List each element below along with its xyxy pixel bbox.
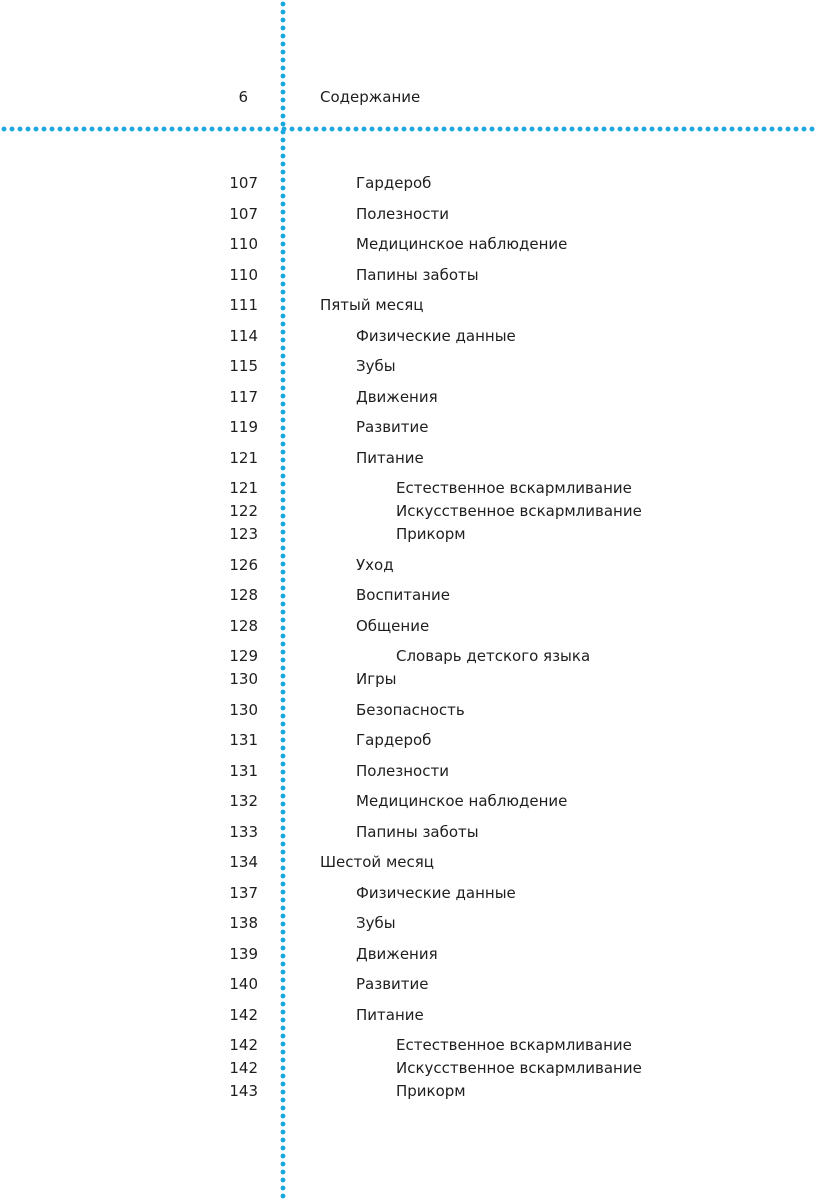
toc-entry[interactable]: [0, 1006, 817, 1037]
toc-entry-title: Искусственное вскармливание: [396, 1059, 642, 1077]
toc-entry-title: Естественное вскармливание: [396, 479, 632, 497]
toc-entry[interactable]: [0, 266, 817, 297]
toc-page-number: 121: [229, 448, 258, 467]
toc-entry[interactable]: [0, 479, 817, 502]
toc-page-number: 140: [229, 975, 258, 993]
toc-page-number: 107: [229, 174, 258, 192]
toc-entry-title: Папины заботы: [356, 265, 479, 284]
toc-page-number: 122: [229, 502, 258, 520]
toc-entry-title: Гардероб: [356, 174, 432, 192]
toc-entry[interactable]: [0, 449, 817, 480]
toc-page-number: 142: [229, 1059, 258, 1077]
toc-entry[interactable]: [0, 731, 817, 762]
toc-entry[interactable]: [0, 914, 817, 945]
toc-entry-title: Физические данные: [356, 326, 516, 345]
toc-entry-title: Безопасность: [356, 700, 465, 719]
section-title: Содержание: [320, 88, 421, 106]
toc-entry[interactable]: [0, 357, 817, 388]
toc-entry[interactable]: [0, 792, 817, 823]
toc-entry[interactable]: [0, 975, 817, 1006]
toc-entry[interactable]: [0, 235, 817, 266]
toc-page-number: 143: [229, 1082, 258, 1100]
toc-entry-title: Физические данные: [356, 883, 516, 902]
toc-entry[interactable]: [0, 853, 817, 884]
toc-page-number: 133: [229, 822, 258, 841]
toc-entry-title: Питание: [356, 448, 424, 467]
toc-page-number: 132: [229, 792, 258, 810]
toc-entry[interactable]: [0, 1059, 817, 1082]
toc-entry-title: Медицинское наблюдение: [356, 235, 568, 253]
horizontal-dotted-rule: [0, 126, 817, 132]
toc-page-number: 134: [229, 853, 258, 871]
toc-entry[interactable]: [0, 1082, 817, 1113]
toc-page-number: 131: [229, 731, 258, 749]
toc-entry[interactable]: [0, 418, 817, 449]
toc-entry-title: Питание: [356, 1005, 424, 1024]
toc-entry-title: Медицинское наблюдение: [356, 792, 568, 810]
toc-entry[interactable]: [0, 670, 817, 701]
toc-entry[interactable]: [0, 388, 817, 419]
toc-entry-title: Искусственное вскармливание: [396, 502, 642, 520]
toc-page-number: 114: [229, 326, 258, 345]
toc-chapter-title: Пятый месяц: [320, 296, 424, 314]
toc-entry-title: Уход: [356, 555, 394, 574]
toc-page-number: 121: [229, 479, 258, 497]
toc-entry-title: Движения: [356, 387, 438, 406]
toc-page-number: 130: [229, 700, 258, 719]
toc-entry-title: Естественное вскармливание: [396, 1036, 632, 1054]
toc-entry[interactable]: [0, 502, 817, 525]
toc-page-number: 126: [229, 555, 258, 574]
toc-page-number: 110: [229, 265, 258, 284]
toc-page-number: 117: [229, 387, 258, 406]
page-number: 6: [238, 88, 248, 106]
toc-entry-title: Полезности: [356, 204, 449, 223]
toc-chapter-title: Шестой месяц: [320, 853, 434, 871]
toc-entry-title: Развитие: [356, 418, 429, 436]
toc-entry[interactable]: [0, 205, 817, 236]
toc-entry-title: Прикорм: [396, 525, 466, 543]
toc-entry-title: Папины заботы: [356, 822, 479, 841]
toc-entry[interactable]: [0, 327, 817, 358]
toc-entry[interactable]: [0, 945, 817, 976]
table-of-contents: [0, 174, 817, 1113]
toc-entry[interactable]: [0, 525, 817, 556]
toc-page-number: 139: [229, 944, 258, 963]
toc-entry[interactable]: [0, 647, 817, 670]
toc-page-number: 115: [229, 357, 258, 375]
toc-page-number: 131: [229, 761, 258, 780]
toc-entry[interactable]: [0, 296, 817, 327]
toc-page-number: 107: [229, 204, 258, 223]
toc-entry[interactable]: [0, 1036, 817, 1059]
toc-entry[interactable]: [0, 174, 817, 205]
toc-entry[interactable]: [0, 556, 817, 587]
toc-page-number: 110: [229, 235, 258, 253]
toc-entry-title: Гардероб: [356, 731, 432, 749]
toc-page-number: 142: [229, 1036, 258, 1054]
toc-entry-title: Полезности: [356, 761, 449, 780]
toc-entry[interactable]: [0, 823, 817, 854]
toc-page-number: 123: [229, 525, 258, 543]
toc-entry-title: Игры: [356, 670, 397, 688]
toc-page-number: 129: [229, 647, 258, 665]
toc-entry-title: Зубы: [356, 357, 396, 375]
toc-entry[interactable]: [0, 617, 817, 648]
toc-entry[interactable]: [0, 586, 817, 617]
toc-page-number: 119: [229, 418, 258, 436]
toc-entry[interactable]: [0, 762, 817, 793]
toc-entry-title: Прикорм: [396, 1082, 466, 1100]
toc-page-number: 128: [229, 616, 258, 635]
toc-page-number: 142: [229, 1005, 258, 1024]
toc-entry-title: Развитие: [356, 975, 429, 993]
toc-page-number: 128: [229, 586, 258, 604]
toc-page-number: 137: [229, 883, 258, 902]
toc-entry-title: Движения: [356, 944, 438, 963]
toc-entry-title: Словарь детского языка: [396, 647, 591, 665]
toc-page-number: 111: [229, 296, 258, 314]
toc-page-number: 130: [229, 670, 258, 688]
toc-entry[interactable]: [0, 701, 817, 732]
toc-entry-title: Общение: [356, 616, 430, 635]
toc-page-number: 138: [229, 914, 258, 932]
toc-entry-title: Воспитание: [356, 586, 450, 604]
toc-entry[interactable]: [0, 884, 817, 915]
toc-entry-title: Зубы: [356, 914, 396, 932]
